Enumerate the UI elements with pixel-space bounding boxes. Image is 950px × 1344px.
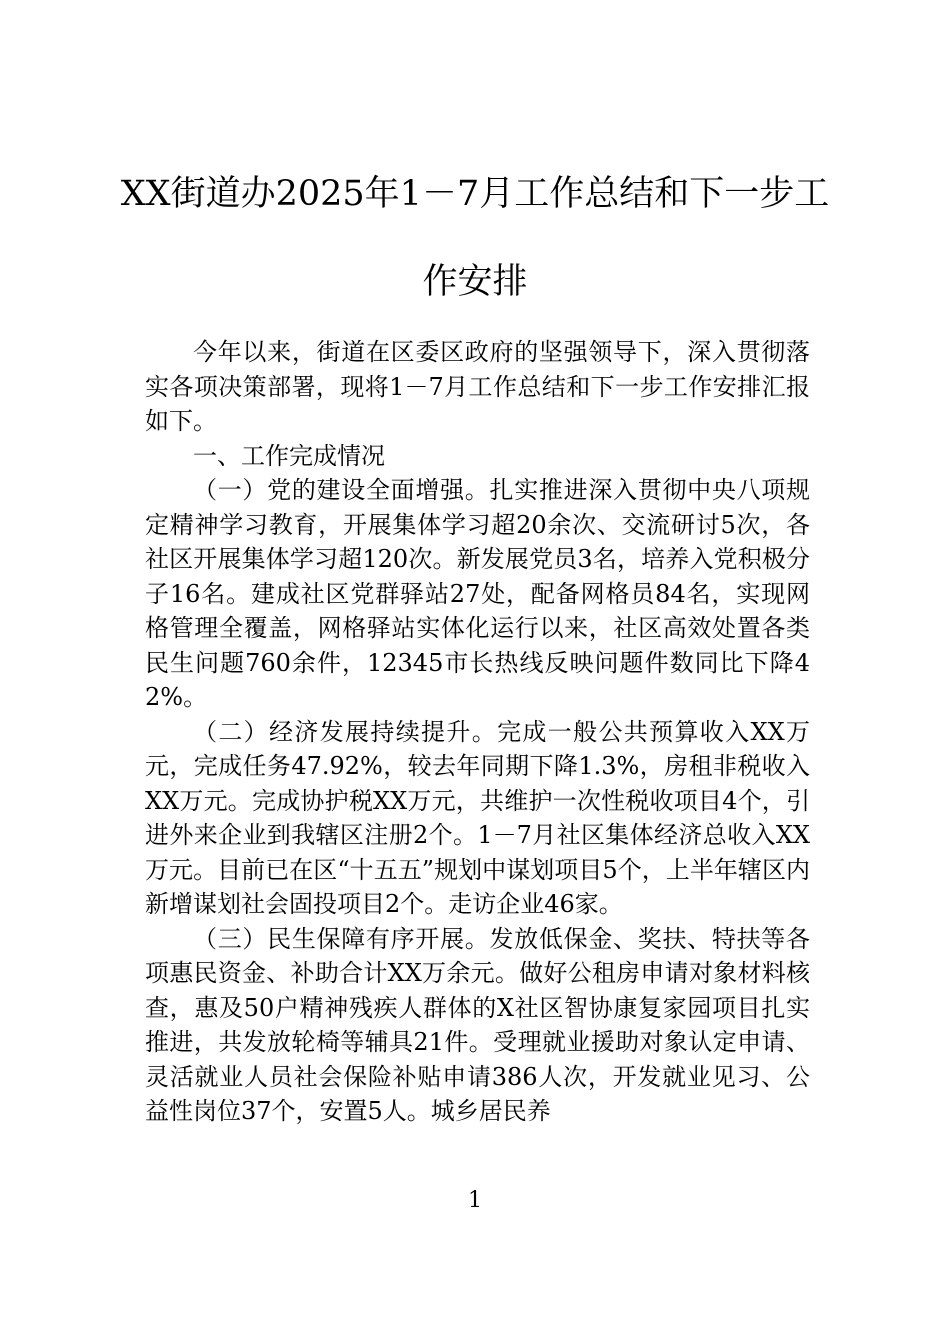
section-heading: 一、工作完成情况: [193, 441, 385, 470]
page-number: 1: [468, 1188, 482, 1213]
economic-development-paragraph: （二）经济发展持续提升。完成一般公共预算收入XX万元，完成任务47.92%，较去年同期下降1.3%，房租非税收入XX万元。完成协护税XX万元，共维护一次性税收项目4个，引进外来企业到我辖区注册2个。1－7月社区集体经济总收入XX万元。目前已在区“十五五”规划中谋划项目5个，上半年辖区内新增谋划社会固投项目2个。走访企业46家。: [145, 717, 810, 918]
livelihood-paragraph: （三）民生保障有序开展。发放低保金、奖扶、特扶等各项惠民资金、补助合计XX万余元。做好公租房申请对象材料核查，惠及50户精神残疾人群体的X社区智协康复家园项目扎实推进，共发放轮椅等辅具21件。受理就业援助对象认定申请、灵活就业人员社会保险补贴申请386人次，开发就业见习、公益性岗位37个，安置5人。城乡居民养: [145, 924, 810, 1125]
intro-paragraph: 今年以来，街道在区委区政府的坚强领导下，深入贯彻落实各项决策部署，现将1－7月工作总结和下一步工作安排汇报如下。: [145, 338, 810, 435]
document-title: XX街道办2025年1－7月工作总结和下一步工作安排: [120, 174, 830, 302]
document-body: [145, 335, 810, 1129]
party-building-paragraph: （一）党的建设全面增强。扎实推进深入贯彻中央八项规定精神学习教育，开展集体学习超20余次、交流研讨5次，各社区开展集体学习超120次。新发展党员3名，培养入党积极分子16名。建成社区党群驿站27处，配备网格员84名，实现网格管理全覆盖，网格驿站实体化运行以来，社区高效处置各类民生问题760余件，12345市长热线反映问题件数同比下降42%。: [145, 476, 810, 711]
